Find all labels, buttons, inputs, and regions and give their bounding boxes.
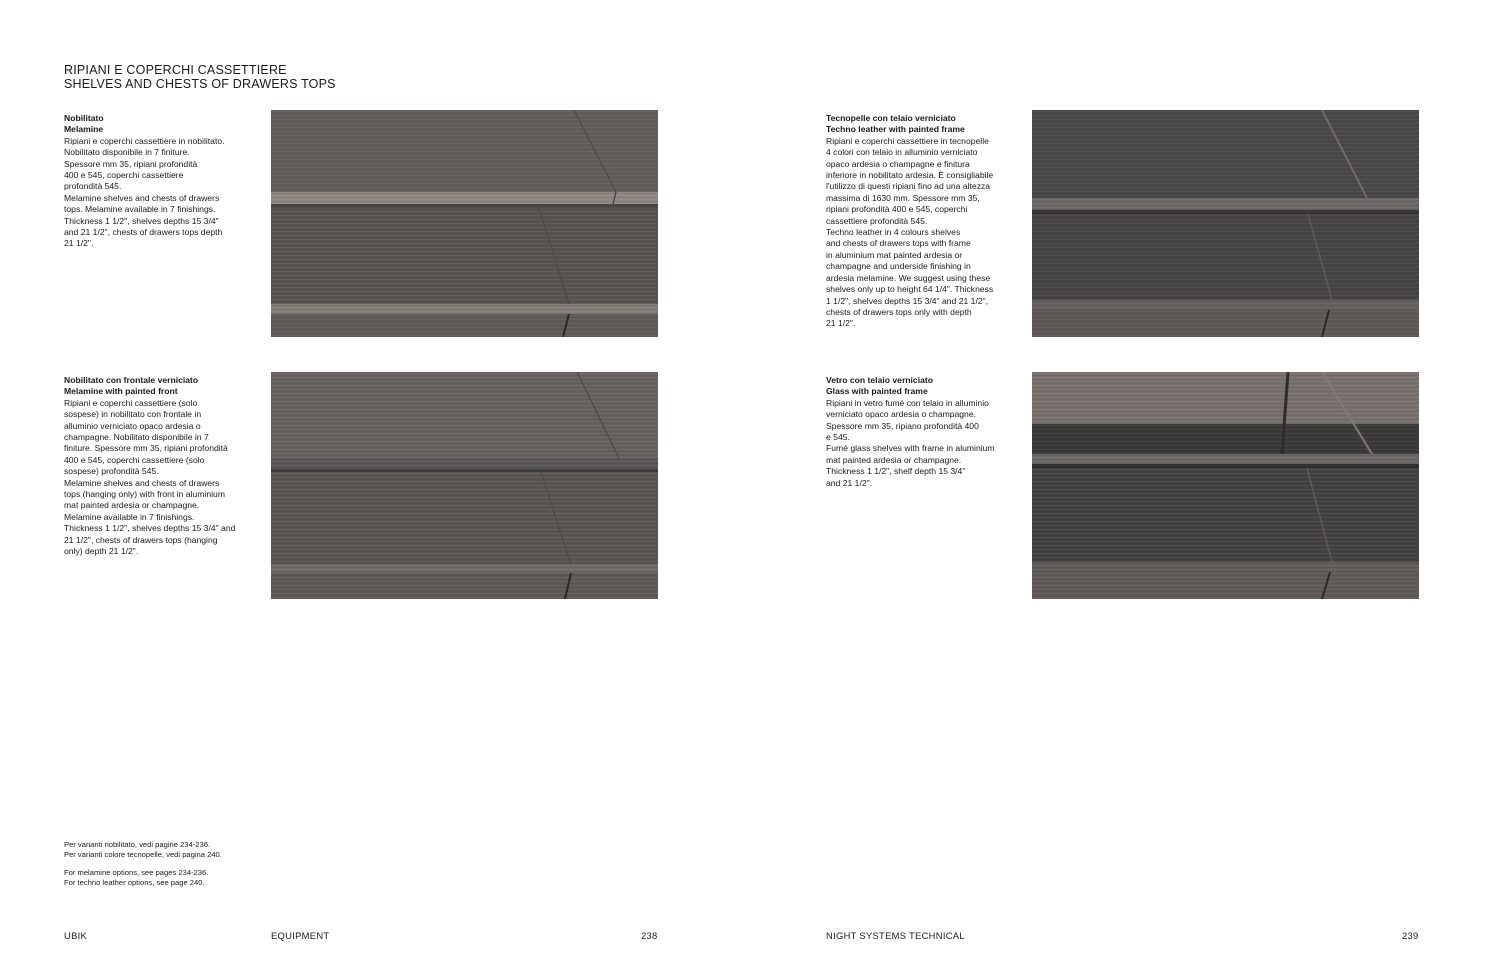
footer-page-number-right: 239 xyxy=(1402,930,1419,941)
footer-page-number-left: 238 xyxy=(641,930,658,941)
title-english: Techno leather with painted frame xyxy=(826,124,965,135)
title-italian: Nobilitato xyxy=(64,113,104,123)
title-italian: Nobilitato con frontale verniciato xyxy=(64,375,199,385)
description-melamine-painted-front xyxy=(64,375,259,558)
techno-leather-shelf-photo xyxy=(1032,110,1419,337)
title-english: Glass with painted frame xyxy=(826,386,928,397)
page-reference-notes xyxy=(64,840,222,887)
footer-section-right: NIGHT SYSTEMS TECHNICAL xyxy=(826,930,965,941)
note-melamine-en: For melamine options, see pages 234-236. xyxy=(64,868,209,878)
page-title-italian: RIPIANI E COPERCHI CASSETTIERE xyxy=(64,63,287,77)
description-text: Ripiani in vetro fumé con telaio in alluminio verniciato opaco ardesia o champagne. Spessore mm 35, ripiano profondità 400 e 545. Fumé glass shelves with frame in aluminium mat painted ardesia or champagne. Thickness 1 1/2", shelf depth 15 3/4" and 21 1/2". xyxy=(826,397,995,488)
title-italian: Tecnopelle con telaio verniciato xyxy=(826,113,956,123)
description-text: Ripiani e coperchi cassettiere in tecnopelle 4 colori con telaio in alluminio verniciato opaco ardesia o champagne e finitura inferiore in nobilitato ardesia. È consigliabile l'utilizzo di questi ripiani fino ad una altezza massima di 1630 mm. Spessore mm 35, ripiani profondità 400 e 545, coperchi cassettiere profondità 545. Techno leather in 4 colours shelves and chests of drawers tops with frame in aluminium mat painted ardesia or champagne and underside finishing in ardesia melamine. We suggest using these shelves only up to height 64 1/4". Thickness 1 1/2", shelves depths 15 3/4" and 21 1/2", chests of drawers tops only with depth 21 1/2". xyxy=(826,135,994,329)
melamine-painted-front-photo xyxy=(271,372,658,599)
title-english: Melamine with painted front xyxy=(64,386,178,397)
note-melamine-it: Per varianti nobilitato, vedi pagine 234-236. xyxy=(64,840,211,849)
description-text: Ripiani e coperchi cassettiere (solo sospese) in nobilitato con frontale in alluminio verniciato opaco ardesia o champagne. Nobilitato disponibile in 7 finiture. Spessore mm 35, ripiani profondità 400 e 545, coperchi cassettiere (solo sospese) profondità 545. Melamine shelves and chests of drawers tops (hanging only) with front in aluminium mat painted ardesia or champagne. Melamine available in 7 finishings. Thickness 1 1/2", shelves depths 15 3/4" and 21 1/2", chests of drawers tops (hanging only) depth 21 1/2". xyxy=(64,397,236,557)
description-melamine xyxy=(64,113,259,250)
description-glass xyxy=(826,375,1021,489)
page-title-english: SHELVES AND CHESTS OF DRAWERS TOPS xyxy=(64,77,336,91)
title-english: Melamine xyxy=(64,124,104,135)
footer-brand: UBIK xyxy=(64,930,88,941)
footer-section-left: EQUIPMENT xyxy=(271,930,330,941)
note-techno-leather-en: For techno leather options, see page 240. xyxy=(64,877,205,887)
page-header xyxy=(64,63,336,91)
description-text: Ripiani e coperchi cassettiere in nobilitato. Nobilitato disponibile in 7 finiture. Spessore mm 35, ripiani profondità 400 e 545, coperchi cassettiere profondità 545. Melamine shelves and chests of drawers tops. Melamine available in 7 finishings. Thickness 1 1/2", shelves depths 15 3/4" and 21 1/2", chests of drawers tops depth 21 1/2". xyxy=(64,135,225,249)
melamine-shelf-photo xyxy=(271,110,658,337)
description-techno-leather xyxy=(826,113,1021,330)
title-italian: Vetro con telaio verniciato xyxy=(826,375,933,385)
glass-shelf-photo xyxy=(1032,372,1419,599)
note-techno-leather-it: Per varianti colore tecnopelle, vedi pagina 240. xyxy=(64,849,222,859)
